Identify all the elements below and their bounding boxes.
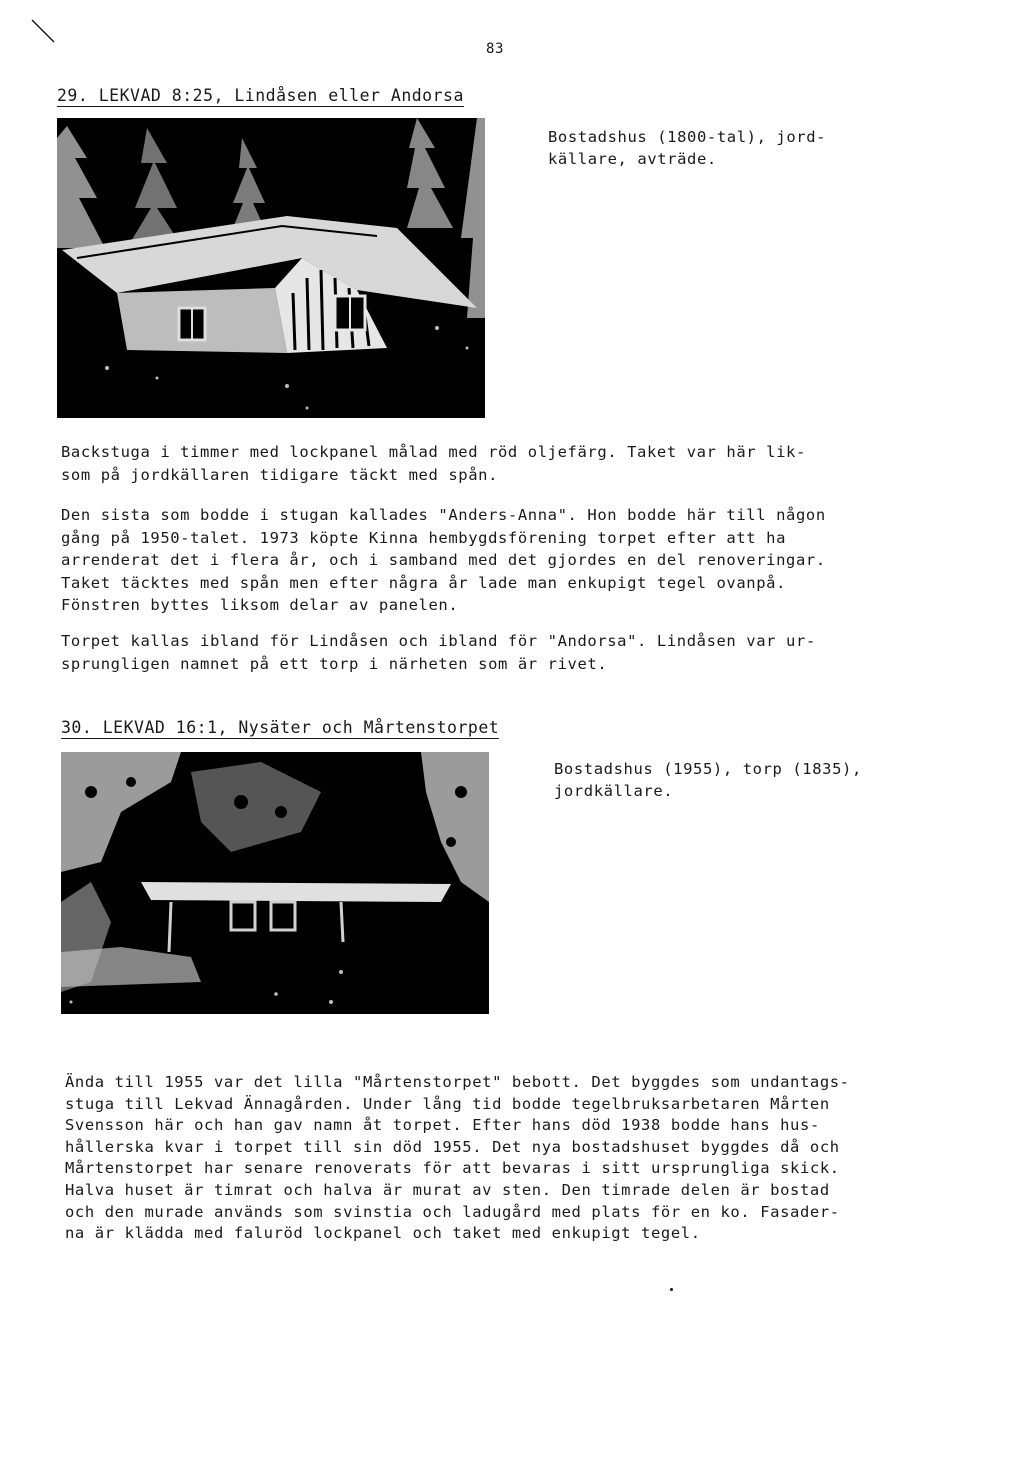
photo-martenstorpet bbox=[61, 752, 489, 1014]
text-line: Backstuga i timmer med lockpanel målad med röd oljefärg. Taket var här lik- bbox=[61, 443, 806, 461]
section-29-paragraph-3 bbox=[61, 630, 816, 675]
text-line: gång på 1950-talet. 1973 köpte Kinna hembygdsförening torpet efter att ha bbox=[61, 528, 787, 547]
text-line: stuga till Lekvad Ännagården. Under lång tid bodde tegelbruksarbetaren Mårten bbox=[65, 1094, 830, 1113]
text-line: na är klädda med faluröd lockpanel och taket med enkupigt tegel. bbox=[65, 1224, 701, 1243]
section-30-paragraph bbox=[65, 1072, 850, 1245]
text-line: Den sista som bodde i stugan kallades "Anders-Anna". Hon bodde här till någon bbox=[61, 506, 826, 524]
caption-line: Bostadshus (1955), torp (1835), bbox=[554, 760, 862, 778]
text-line: Taket täcktes med spån men efter några år lade man enkupigt tegel ovanpå. bbox=[61, 573, 787, 592]
text-line: Mårtenstorpet har senare renoverats för att bevaras i sitt ursprungliga skick. bbox=[65, 1159, 840, 1178]
section-29-heading: 29. LEKVAD 8:25, Lindåsen eller Andorsa bbox=[57, 86, 464, 105]
section-30-heading: 30. LEKVAD 16:1, Nysäter och Mårtenstorpet bbox=[61, 718, 500, 737]
caption-line: källare, avträde. bbox=[548, 150, 717, 168]
section-29-paragraph-1 bbox=[61, 441, 806, 486]
section-29-caption bbox=[548, 126, 826, 170]
text-line: och den murade används som svinstia och ladugård med plats för en ko. Fasader- bbox=[65, 1202, 840, 1221]
text-line: Svensson här och han gav namn åt torpet. Efter hans död 1938 bodde hans hus- bbox=[65, 1116, 820, 1135]
text-line: arrenderat det i flera år, och i samband med det gjordes en del renoveringar. bbox=[61, 551, 826, 569]
scan-speck bbox=[670, 1288, 673, 1291]
text-line: Torpet kallas ibland för Lindåsen och ibland för "Andorsa". Lindåsen var ur- bbox=[61, 632, 816, 650]
section-29-paragraph-2 bbox=[61, 504, 826, 617]
text-line: sprungligen namnet på ett torp i närheten som är rivet. bbox=[61, 654, 608, 673]
text-line: som på jordkällaren tidigare täckt med spån. bbox=[61, 465, 498, 484]
section-30-caption bbox=[554, 758, 862, 802]
caption-line: jordkällare. bbox=[554, 782, 674, 800]
text-line: hållerska kvar i torpet till sin död 1955. Det nya bostadshuset byggdes då och bbox=[65, 1137, 840, 1156]
text-line: Fönstren byttes liksom delar av panelen. bbox=[61, 596, 459, 614]
text-line: Ända till 1955 var det lilla "Mårtenstorpet" bebott. Det byggdes som undantags- bbox=[65, 1073, 850, 1091]
photo-lindasen-house bbox=[57, 118, 485, 418]
page-number: 83 bbox=[486, 41, 505, 57]
text-line: Halva huset är timrat och halva är murat av sten. Den timrade delen är bostad bbox=[65, 1180, 830, 1199]
caption-line: Bostadshus (1800-tal), jord- bbox=[548, 128, 827, 146]
scan-corner-mark bbox=[30, 18, 60, 48]
